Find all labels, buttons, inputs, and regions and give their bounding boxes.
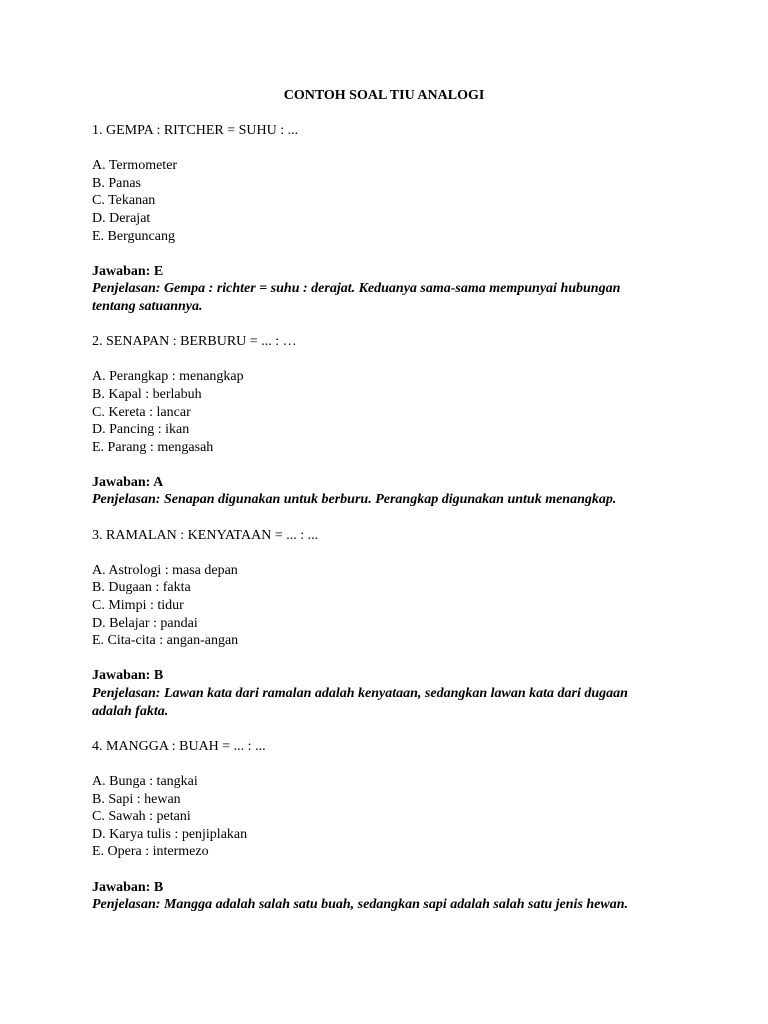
option-item: E. Berguncang — [92, 228, 175, 244]
option-list — [92, 368, 652, 456]
option-item: E. Cita-cita : angan-angan — [92, 633, 239, 649]
option-list — [92, 773, 652, 861]
question-text: 1. GEMPA : RITCHER = SUHU : ... — [92, 123, 299, 138]
question-text: 4. MANGGA : BUAH = ... : ... — [92, 738, 266, 754]
explanation-text: Penjelasan: Mangga adalah salah satu buah, sedangkan sapi adalah salah satu jenis hewan. — [92, 897, 629, 913]
option-item: B. Panas — [92, 175, 141, 191]
question-text: 2. SENAPAN : BERBURU = ... : … — [92, 334, 297, 350]
answer-text: Jawaban: B — [92, 668, 164, 684]
option-item: B. Sapi : hewan — [92, 791, 181, 807]
option-item: B. Dugaan : fakta — [92, 580, 191, 596]
document-content — [92, 122, 652, 931]
question-block-4 — [92, 738, 652, 914]
option-item: B. Kapal : berlabuh — [92, 386, 202, 402]
question-block-1 — [92, 122, 652, 316]
document-title: CONTOH SOAL TIU ANALOGI — [283, 88, 485, 103]
option-item: A. Perangkap : menangkap — [92, 369, 244, 385]
question-text: 3. RAMALAN : KENYATAAN = ... : ... — [92, 527, 319, 543]
option-item: A. Astrologi : masa depan — [92, 562, 238, 578]
option-item: D. Karya tulis : penjiplakan — [92, 826, 248, 842]
explanation-text: Penjelasan: Gempa : richter = suhu : derajat. Keduanya sama-sama mempunyai hubungan tentang satuannya. — [92, 281, 621, 314]
option-item: D. Derajat — [92, 210, 151, 226]
option-item: E. Parang : mengasah — [92, 439, 214, 455]
option-item: A. Termometer — [92, 158, 178, 174]
explanation-text: Penjelasan: Senapan digunakan untuk berburu. Perangkap digunakan untuk menangkap. — [92, 492, 617, 508]
option-item: C. Kereta : lancar — [92, 404, 191, 420]
answer-text: Jawaban: B — [92, 879, 164, 895]
answer-text: Jawaban: E — [92, 263, 164, 279]
option-item: D. Pancing : ikan — [92, 422, 190, 438]
explanation-text: Penjelasan: Lawan kata dari ramalan adalah kenyataan, sedangkan lawan kata dari dugaan adalah fakta. — [92, 686, 628, 719]
option-item: D. Belajar : pandai — [92, 615, 198, 631]
option-item: E. Opera : intermezo — [92, 844, 209, 860]
option-item: C. Mimpi : tidur — [92, 598, 184, 614]
question-block-2 — [92, 333, 652, 509]
option-list — [92, 157, 652, 245]
option-item: C. Sawah : petani — [92, 809, 191, 825]
option-item: A. Bunga : tangkai — [92, 773, 198, 789]
answer-text: Jawaban: A — [92, 474, 164, 490]
question-block-3 — [92, 527, 652, 721]
option-list — [92, 562, 652, 650]
option-item: C. Tekanan — [92, 193, 156, 209]
